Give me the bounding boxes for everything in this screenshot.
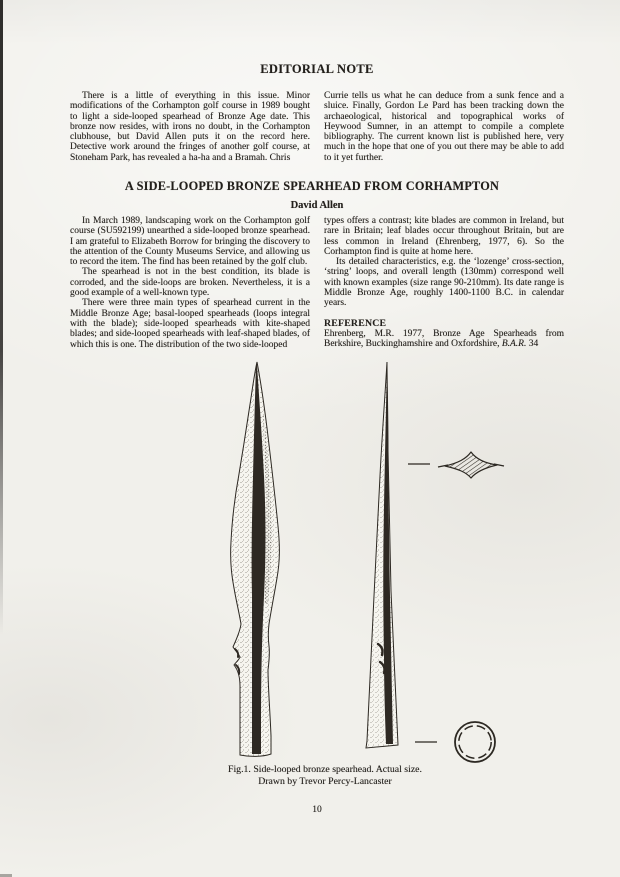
article-paragraph-2: The spearhead is not in the best condition, its blade is corroded, and the side-loops are broken. Nevertheless, it is a good example of a well-known type. <box>70 267 310 299</box>
figure-caption-line2: Drawn by Trevor Percy-Lancaster <box>258 776 392 787</box>
reference-text: Ehrenberg, M.R. 1977, Bronze Age Spearheads from Berkshire, Buckinghamshire and Oxfordshire, <box>324 328 564 349</box>
figure-caption <box>78 764 572 788</box>
article-paragraph-4: types offers a contrast; kite blades are common in Ireland, but rare in Britain; leaf blades occur throughout Britain, but are less common in Ireland (Ehrenberg, 1977, 6). So the Corhampton find is quite at home here. <box>324 216 564 257</box>
editorial-column-left: There is a little of everything in this issue. Minor modifications of the Corhampton golf course in 1989 bought to light a side-looped spearhead of Bronze Age date. This bronze now resides, with irons no doubt, in the Corhampton clubhouse, but David Allen puts it on the record here. Detective work around the fringes of another golf course, at Stoneham Park, has revealed a ha-ha and a Bramah. Chris <box>70 91 310 163</box>
editorial-heading: EDITORIAL NOTE <box>260 62 374 76</box>
reference-italic-title: B.A.R. <box>501 338 527 349</box>
article-columns <box>70 216 564 350</box>
article-title: A SIDE-LOOPED BRONZE SPEARHEAD FROM CORHAMPTON <box>124 179 500 193</box>
socket-cross-section-drawing <box>415 722 495 762</box>
article-author: David Allen <box>290 200 344 211</box>
editorial-columns <box>70 91 564 163</box>
article-paragraph-1: In March 1989, landscaping work on the Corhampton golf course (SU592199) unearthed a side-looped bronze spearhead. I am grateful to Elizabeth Borrow for bringing the discovery to the attention of the County Museums Service, and allowing us to record the item. The find has been retained by the golf club. <box>70 216 310 268</box>
scan-edge-artifact <box>0 0 3 635</box>
article-paragraph-5: Its detailed characteristics, e.g. the ‘lozenge’ cross-section, ‘string’ loops, and overall length (130mm) correspond well with known examples (size range 90-210mm). Its date range is Middle Bronze Age, roughly 1400-1100 B.C. in calendar years. <box>324 257 564 309</box>
article-column-left <box>70 216 310 350</box>
page-number: 10 <box>312 805 322 815</box>
reference-entry <box>324 329 564 350</box>
figure-caption-line1: Fig.1. Side-looped bronze spearhead. Actual size. <box>228 764 422 775</box>
article-paragraph-3: There were three main types of spearhead current in the Middle Bronze Age; basal-looped spearheads (loops integral with the blade); side-looped spearheads with kite-shaped blades; and side-looped spearheads with leaf-shaped blades, of which this is one. The distribution of the two side-looped <box>70 298 310 350</box>
lozenge-cross-section-drawing <box>408 452 504 478</box>
editorial-column-right: Currie tells us what he can deduce from a sunk fence and a sluice. Finally, Gordon Le Pard has been tracking down the archaeological, historical and topographical works of Heywood Sumner, in an attempt to compile a complete bibliography. The current known list is published here, very much in the hope that one of you out there may be able to add to it yet further. <box>324 91 564 163</box>
reference-heading: REFERENCE <box>324 317 387 329</box>
article-column-right <box>324 216 564 350</box>
spearhead-side-view-drawing <box>366 362 398 748</box>
spearhead-front-view-drawing <box>231 362 280 756</box>
reference-number: 34 <box>526 338 539 349</box>
figure-1-illustration <box>200 356 510 766</box>
